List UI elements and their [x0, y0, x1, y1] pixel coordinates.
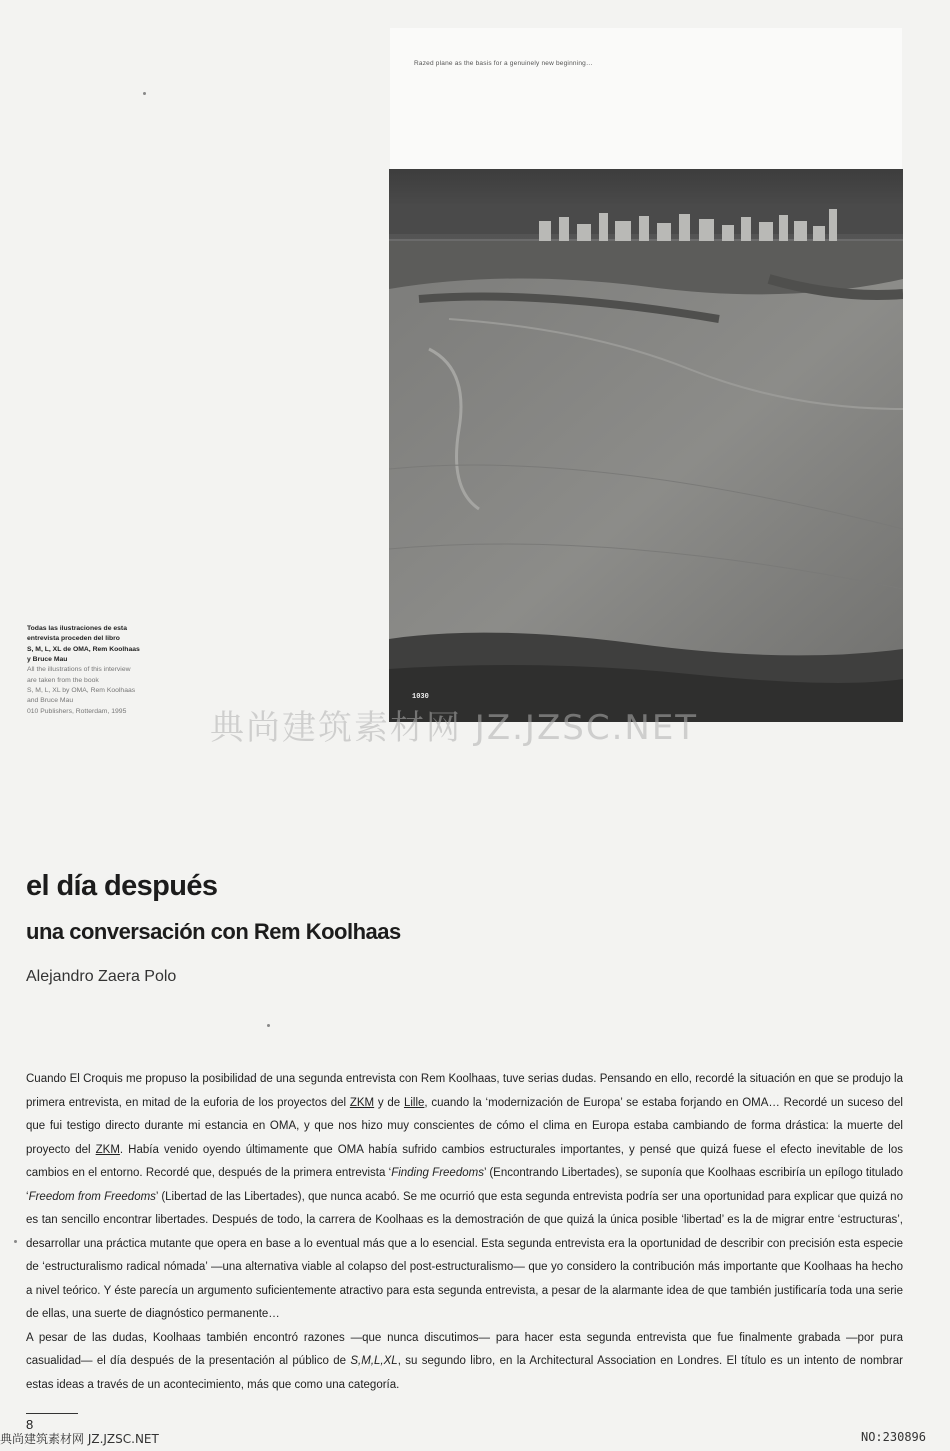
zkm-link[interactable]: ZKM: [349, 1096, 375, 1109]
aerial-landscape-image: [389, 169, 903, 722]
credits-en-line: 010 Publishers, Rotterdam, 1995: [27, 707, 127, 715]
text-run: . Había venido oyendo últimamente que OMA había sufrido cambios estructurales importantes, y pensé que quizá fuese el efecto inevitable de los cambios en el entorno. Recordé que, después de la primera entrevista ‘: [26, 1143, 903, 1179]
text-run: ’ (Libertad de las Libertades), que nunca acabó. Se me ocurrió que esta segunda entrevista podría ser una oportunidad para explicar que quizá no es tan sencillo encontrar libertades. Después de todo, la carrera de Koolhaas es la demostración de que quizá la única posible ‘libertad’ es la de migrar entre ‘estructuras’, desarrollar una práctica mutante que opera en base a lo eventual más que a lo esencial. Esta segunda entrevista era la oportunidad de describir con precisión esta especie de ‘estructuralismo radical nómada’ —una alternativa viable al colapso del post-estructuralismo— que yo considero la contribución más importante que Koolhaas ha hecho a nivel teórico. Y éste parecía un argumento suficientemente atractivo para esta segunda entrevista, a pesar de la alarmante idea de que también justificaría toda una serie de ellas, una suerte de diagnóstico permanente…: [26, 1190, 903, 1320]
paragraph-1: [26, 1068, 903, 1327]
page-rule: [26, 1413, 78, 1414]
text-run: A pesar de las dudas, Koolhaas también encontró razones —que nunca discutimos— para hacer esta segunda entrevista que fue finalmente grabada —por pura casualidad— el día después de la presentación al público de: [26, 1331, 903, 1367]
book-title: S,M,L,XL: [350, 1355, 398, 1367]
aerial-photo: [389, 169, 903, 722]
footer-id: NO:230896: [860, 1430, 926, 1444]
credits-en-line: All the illustrations of this interview: [27, 666, 131, 674]
credits-es-line: S, M, L, XL de OMA, Rem Koolhaas: [27, 645, 140, 653]
finding-freedoms-title: Finding Freedoms: [391, 1167, 484, 1179]
text-run: Cuando El Croquis me propuso la posibilidad de una segunda entrevista con Rem Koolhaas, tuve serias dudas. Pensando en ello, recordé la situación en que se produjo la primera entrevista, en mitad de la euforia de los proyectos del: [26, 1073, 903, 1109]
text-run: y de: [374, 1096, 404, 1109]
speck: [143, 92, 146, 95]
article-subtitle: una conversación con Rem Koolhaas: [26, 919, 401, 944]
speck: [267, 1024, 270, 1027]
credits-en-line: are taken from the book: [27, 676, 99, 684]
text-run: , cuando la ‘modernización de Europa’ se estaba forjando en OMA… Recordé un suceso del que fui testigo directo durante mi estancia en OMA, y que nos hizo muy conscientes de cómo el clima en Europa estaba cambiando de forma drástica: la muerte del proyecto del: [26, 1096, 903, 1156]
text-run: ’ (Encontrando Libertades), se suponía que Koolhaas escribiría un epílogo titulado ‘: [26, 1167, 904, 1203]
credits-es-line: entrevista proceden del libro: [27, 635, 120, 643]
article-title: el día después: [26, 870, 218, 902]
watermark: 典尚建筑素材网 JZ.JZSC.NET: [210, 708, 699, 748]
credits-en-line: S, M, L, XL by OMA, Rem Koolhaas: [27, 686, 136, 694]
illustration-credits: [27, 624, 177, 717]
article-body: [26, 1068, 903, 1397]
article-author: Alejandro Zaera Polo: [26, 968, 177, 985]
credits-en-line: and Bruce Mau: [27, 697, 74, 705]
speck: [14, 1240, 17, 1243]
freedom-from-freedoms-title: Freedom from Freedoms: [28, 1190, 156, 1203]
photo-caption: Razed plane as the basis for a genuinely new beginning…: [414, 60, 593, 67]
page-number: 8: [26, 1417, 34, 1432]
lille-link[interactable]: Lille: [403, 1096, 425, 1109]
text-run: , su segundo libro, en la Architectural Association en Londres. El título es un intento de nombrar estas ideas a través de un acontecimiento, más que como una categoría.: [26, 1355, 903, 1391]
paragraph-2: [26, 1327, 903, 1398]
zkm-link[interactable]: ZKM: [95, 1143, 120, 1156]
photo-number: 1030: [412, 693, 429, 701]
photo-top-band: [390, 28, 902, 170]
credits-es-line: y Bruce Mau: [27, 655, 68, 663]
footer-watermark: 典尚建筑素材网 JZ.JZSC.NET: [0, 1432, 159, 1446]
credits-es-line: Todas las ilustraciones de esta: [27, 625, 127, 632]
